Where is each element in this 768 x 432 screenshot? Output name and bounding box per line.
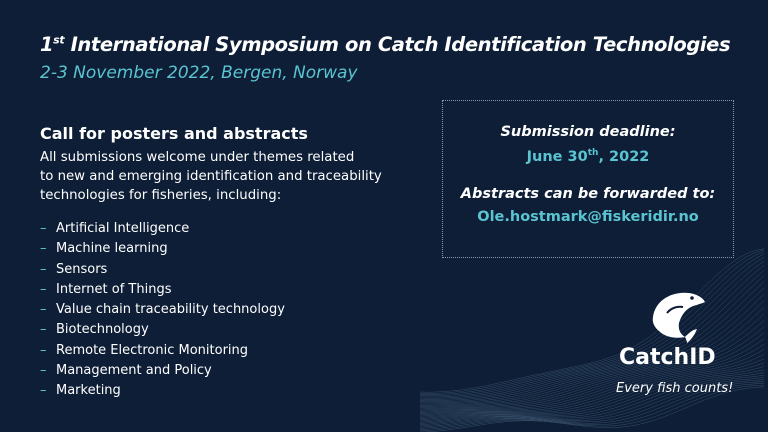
themes-list	[40, 219, 285, 402]
bullet-dash: –	[40, 221, 47, 236]
theme-label: Marketing	[56, 383, 121, 399]
event-title: 1st International Symposium on Catch Identification Technologies	[40, 33, 731, 56]
bullet-dash: –	[40, 302, 47, 318]
theme-item	[40, 320, 285, 340]
fish-logo-icon	[645, 283, 709, 347]
theme-label: Machine learning	[56, 241, 168, 257]
bullet-dash: –	[40, 241, 47, 257]
bullet-dash: –	[40, 261, 47, 277]
theme-label: Internet of Things	[56, 281, 172, 297]
theme-item	[40, 300, 285, 320]
contact-email-link[interactable]: Ole.hostmark@fiskeridir.no	[477, 209, 699, 225]
theme-label: Artificial Intelligence	[56, 221, 190, 236]
call-intro-line: technologies for fisheries, including:	[40, 188, 282, 203]
theme-item	[40, 219, 285, 239]
deadline-box	[442, 100, 734, 258]
brand-name: CatchID	[619, 345, 716, 370]
bullet-dash: –	[40, 342, 47, 358]
theme-label: Sensors	[56, 261, 108, 277]
call-intro-line: All submissions welcome under themes related	[40, 150, 355, 165]
call-intro-line: to new and emerging identification and traceability	[40, 169, 382, 184]
wave-line	[420, 265, 764, 399]
wave-line	[420, 250, 764, 394]
call-heading: Call for posters and abstracts	[40, 124, 308, 143]
wave-line	[420, 252, 764, 395]
theme-item	[40, 239, 285, 259]
theme-item	[40, 341, 285, 361]
bullet-dash: –	[40, 322, 47, 338]
theme-label: Value chain traceability technology	[56, 302, 285, 318]
theme-item	[40, 381, 285, 401]
bullet-dash: –	[40, 281, 47, 297]
deadline-label: Submission deadline:	[500, 124, 676, 140]
theme-label: Management and Policy	[56, 363, 212, 379]
brand-tagline: Every fish counts!	[616, 381, 734, 396]
theme-item	[40, 260, 285, 280]
forward-label: Abstracts can be forwarded to:	[460, 186, 716, 202]
call-intro	[40, 148, 430, 205]
theme-item	[40, 361, 285, 381]
theme-label: Remote Electronic Monitoring	[56, 342, 249, 358]
theme-label: Biotechnology	[56, 322, 149, 338]
theme-item	[40, 280, 285, 300]
deadline-date: June 30th, 2022	[526, 148, 650, 165]
bullet-dash: –	[40, 383, 47, 399]
event-date-location: 2-3 November 2022, Bergen, Norway	[40, 63, 358, 83]
bullet-dash: –	[40, 363, 47, 379]
